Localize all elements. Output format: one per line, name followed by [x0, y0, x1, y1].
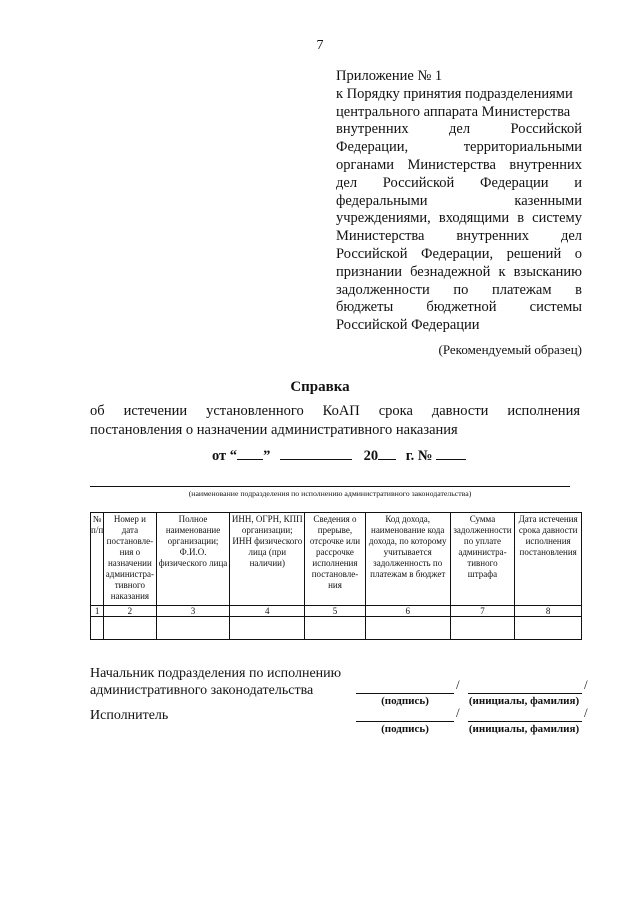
appendix-line: признании безнадежной к взысканию [336, 263, 582, 280]
executor-slash-end: / [584, 705, 588, 720]
head-slash: / [456, 677, 460, 692]
register-table [90, 512, 582, 640]
table-cell[interactable] [156, 617, 230, 640]
column-header: Сведения о прерыве, отсрочке или рассрочке исполнения постановле-ния [305, 513, 366, 606]
head-signatory-label [90, 665, 341, 699]
head-line-1: Начальник подразделения по исполнению [90, 666, 342, 681]
column-header: ИНН, ОГРН, КПП организации; ИНН физического лица (при наличии) [230, 513, 305, 606]
sample-note: (Рекомендуемый образец) [438, 342, 582, 357]
executor-name-line[interactable] [468, 721, 582, 722]
year-prefix: 20 [363, 448, 379, 464]
table-cell[interactable] [91, 617, 104, 640]
appendix-line: внутренних дел Российской [336, 121, 582, 138]
appendix-line: Министерства внутренних дел [336, 228, 582, 245]
head-signature-line[interactable] [356, 693, 454, 694]
appendix-line: задолженности по платежам в [336, 281, 582, 298]
department-line[interactable] [90, 486, 570, 487]
number-label: г. № [405, 448, 433, 464]
day-blank[interactable] [237, 445, 263, 460]
table-cell[interactable] [104, 617, 157, 640]
table-cell[interactable] [450, 617, 515, 640]
executor-name-caption: (инициалы, фамилия) [468, 723, 580, 735]
column-header: Дата истечения срока давности исполнения постановления [515, 513, 582, 606]
document-title: Справка [290, 379, 350, 395]
column-number: 2 [104, 606, 157, 617]
document-subtitle [90, 402, 580, 440]
column-number: 8 [515, 606, 582, 617]
column-header: № п/п [91, 513, 104, 606]
year-blank[interactable] [378, 445, 396, 460]
executor-label: Исполнитель [90, 708, 169, 723]
executor-slash: / [456, 705, 460, 720]
table-cell[interactable] [365, 617, 450, 640]
table-cell[interactable] [305, 617, 366, 640]
date-quote-close: ” [263, 448, 271, 464]
appendix-header [336, 68, 582, 335]
column-number: 4 [230, 606, 305, 617]
column-number: 5 [305, 606, 366, 617]
appendix-line: центрального аппарата Министерства [336, 103, 571, 120]
column-number: 6 [365, 606, 450, 617]
month-blank[interactable] [280, 445, 352, 460]
head-slash-end: / [584, 677, 588, 692]
appendix-line: Федерации, территориальными [336, 139, 582, 156]
appendix-line: федеральными казенными [336, 192, 582, 209]
table-header-row [91, 513, 582, 606]
executor-signature-caption: (подпись) [381, 723, 429, 735]
appendix-line: бюджеты бюджетной системы [336, 299, 582, 316]
head-signature-caption: (подпись) [381, 695, 429, 707]
table-cell[interactable] [230, 617, 305, 640]
appendix-line: органами Министерства внутренних [336, 156, 582, 173]
date-number-line [212, 445, 466, 465]
appendix-line: учреждениями, входящими в систему [336, 210, 582, 227]
head-line-2: административного законодательства [90, 683, 314, 698]
head-name-caption: (инициалы, фамилия) [468, 695, 580, 707]
column-header: Сумма задолженности по уплате администра-тивного штрафа [450, 513, 515, 606]
table-row [91, 617, 582, 640]
column-number-row [91, 606, 582, 617]
column-number: 3 [156, 606, 230, 617]
subtitle-line-2: постановления о назначении административного наказания [90, 422, 458, 438]
head-name-line[interactable] [468, 693, 582, 694]
page-number: 7 [316, 38, 324, 53]
number-blank[interactable] [436, 445, 466, 460]
appendix-title: Приложение № 1 [336, 68, 443, 84]
column-header: Полное наименование организации; Ф.И.О. физического лица [156, 513, 230, 606]
appendix-line: Российской Федерации [336, 317, 480, 334]
subtitle-line-1: об истечении установленного КоАП срока давности исполнения [90, 403, 580, 419]
column-number: 7 [450, 606, 515, 617]
appendix-line: дел Российской Федерации и [336, 174, 582, 191]
appendix-line: Российской Федерации, решений о [336, 245, 582, 262]
table-cell[interactable] [515, 617, 582, 640]
department-caption: (наименование подразделения по исполнению административного законодательства) [188, 489, 472, 498]
appendix-line: к Порядку принятия подразделениями [336, 85, 573, 102]
column-header: Код дохода, наименование кода дохода, по которому учитывается задолженность по платежам в бюджет [365, 513, 450, 606]
column-number: 1 [91, 606, 104, 617]
date-from-label: от “ [212, 448, 238, 464]
executor-signature-line[interactable] [356, 721, 454, 722]
column-header: Номер и дата постановле-ния о назначении администра-тивного наказания [104, 513, 157, 606]
